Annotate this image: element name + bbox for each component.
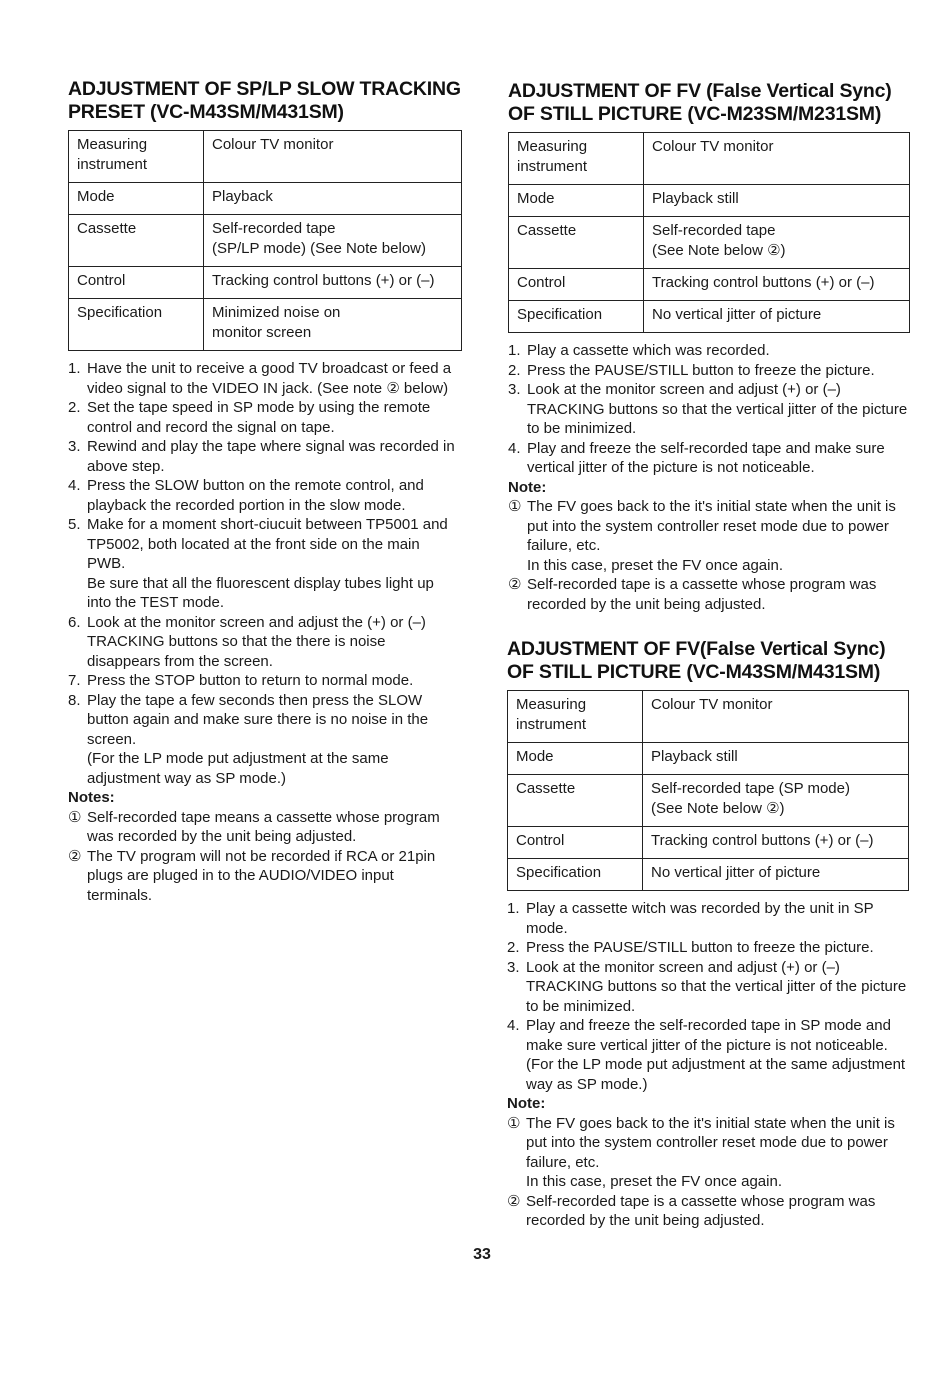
step-extra: (For the LP mode put adjustment at the same adjustment way as SP mode.) (526, 1056, 906, 1093)
note-text: Self-recorded tape is a cassette whose program was recorded by the unit being adjusted. (527, 576, 877, 613)
note-text: The FV goes back to the it's initial state when the unit is put into the system controller reset mode due to power failure, etc. (526, 1114, 895, 1171)
step-number: 1. (507, 900, 520, 917)
step-text: Play a cassette witch was recorded by the unit in SP mode. (526, 900, 874, 937)
procedure-step (507, 958, 909, 1017)
spec-table (68, 130, 462, 351)
section-title: ADJUSTMENT OF FV(False Vertical Sync) OF STILL PICTURE (VC-M43SM/M431SM) (507, 638, 886, 683)
spec-key: Measuring instrument (509, 133, 644, 185)
spec-key: Control (69, 267, 204, 299)
section-title: ADJUSTMENT OF FV (False Vertical Sync) OF STILL PICTURE (VC-M23SM/M231SM) (508, 80, 892, 125)
spec-value: Minimized noise on monitor screen (204, 299, 462, 351)
spec-row (508, 775, 909, 827)
note-text: Self-recorded tape means a cassette whose program was recorded by the unit being adjusted. (87, 808, 440, 845)
note-item (508, 497, 910, 575)
spec-key: Cassette (69, 215, 204, 267)
note-item (68, 808, 462, 847)
notes-heading: Notes: (68, 789, 115, 806)
step-text: Play the tape a few seconds then press the SLOW button again and make sure there is no noise in the screen. (87, 691, 429, 748)
spec-row (509, 217, 910, 269)
step-number: 5. (68, 516, 81, 533)
notes-list (68, 808, 462, 906)
step-number: 3. (508, 381, 521, 398)
spec-key: Measuring instrument (508, 691, 643, 743)
note-item (68, 847, 462, 906)
step-number: 2. (508, 361, 521, 379)
step-text: Look at the monitor screen and adjust the (+) or (–) TRACKING buttons so that the there is noise disappears from the screen. (87, 613, 426, 670)
spec-value: No vertical jitter of picture (643, 859, 909, 891)
page-number: 33 (473, 1246, 491, 1263)
spec-row (509, 185, 910, 217)
step-text: Have the unit to receive a good TV broadcast or feed a video signal to the VIDEO IN jack. (See note ② below) (87, 360, 452, 397)
spec-row (69, 131, 462, 183)
step-text: Press the STOP button to return to normal mode. (87, 672, 414, 689)
notes-heading: Note: (508, 478, 547, 496)
spec-key: Measuring instrument (69, 131, 204, 183)
step-text: Play and freeze the self-recorded tape and make sure vertical jitter of the picture is not noticeable. (527, 439, 885, 476)
procedure-step (508, 439, 910, 478)
step-number: 7. (68, 672, 81, 689)
section-fv-m43sm (507, 638, 909, 1231)
step-text: Play and freeze the self-recorded tape in SP mode and make sure vertical jitter of the picture is not noticeable. (526, 1017, 891, 1054)
step-number: 6. (68, 613, 81, 631)
step-number: 2. (68, 399, 81, 416)
spec-row (509, 269, 910, 301)
procedure-step (68, 613, 462, 672)
note-number: ② (508, 576, 522, 593)
procedure-step (508, 361, 910, 381)
spec-value: Colour TV monitor (204, 131, 462, 183)
step-text: Make for a moment short-ciucuit between TP5001 and TP5002, both located at the front side on the main PWB. (87, 516, 448, 572)
procedure-step (68, 437, 462, 476)
spec-value: Tracking control buttons (+) or (–) (204, 267, 462, 299)
spec-value: Playback still (643, 743, 909, 775)
spec-row (69, 299, 462, 351)
spec-key: Mode (508, 743, 643, 775)
procedure-steps (68, 359, 462, 788)
spec-value: Colour TV monitor (644, 133, 910, 185)
spec-value: Playback (204, 183, 462, 215)
spec-row (508, 827, 909, 859)
step-text: Press the PAUSE/STILL button to freeze the picture. (527, 361, 875, 379)
spec-row (508, 691, 909, 743)
procedure-steps (508, 341, 910, 478)
step-text: Set the tape speed in SP mode by using the remote control and record the signal on tape. (87, 399, 431, 436)
procedure-step (68, 515, 462, 613)
step-number: 4. (508, 439, 521, 457)
spec-key: Cassette (508, 775, 643, 827)
spec-value: Self-recorded tape (SP mode) (See Note below ②) (643, 775, 909, 827)
section-title: ADJUSTMENT OF SP/LP SLOW TRACKING PRESET (VC-M43SM/M431SM) (68, 78, 461, 123)
notes-list (507, 1114, 909, 1231)
note-item (507, 1114, 909, 1192)
note-extra: In this case, preset the FV once again. (526, 1173, 782, 1190)
note-item (507, 1192, 909, 1231)
procedure-steps (507, 899, 909, 1094)
step-text: Rewind and play the tape where signal was recorded in above step. (87, 438, 455, 475)
procedure-step (508, 380, 910, 439)
step-number: 3. (507, 958, 520, 976)
step-text: Press the PAUSE/STILL button to freeze the picture. (526, 939, 874, 956)
spec-value: Self-recorded tape (See Note below ②) (644, 217, 910, 269)
section-fv-m23sm (508, 80, 910, 614)
spec-key: Specification (509, 301, 644, 333)
spec-key: Mode (69, 183, 204, 215)
spec-row (69, 183, 462, 215)
note-item (508, 575, 910, 614)
spec-value: Tracking control buttons (+) or (–) (643, 827, 909, 859)
step-number: 1. (508, 342, 521, 359)
spec-table (508, 132, 910, 333)
procedure-step (68, 476, 462, 515)
step-extra: (For the LP mode put adjustment at the same adjustment way as SP mode.) (87, 750, 389, 787)
step-extra: Be sure that all the fluorescent display tubes light up into the TEST mode. (87, 574, 434, 611)
step-text: Play a cassette which was recorded. (527, 342, 770, 359)
step-text: Press the SLOW button on the remote control, and playback the recorded portion in the slow mode. (87, 477, 424, 514)
spec-key: Specification (69, 299, 204, 351)
step-number: 3. (68, 438, 81, 455)
spec-row (69, 215, 462, 267)
procedure-step (507, 1016, 909, 1094)
note-number: ② (507, 1192, 521, 1210)
step-text: Look at the monitor screen and adjust (+) or (–) TRACKING buttons so that the vertical jitter of the picture to be minimized. (526, 958, 907, 1015)
spec-key: Specification (508, 859, 643, 891)
spec-value: No vertical jitter of picture (644, 301, 910, 333)
spec-key: Mode (509, 185, 644, 217)
step-number: 4. (507, 1017, 520, 1034)
spec-value: Playback still (644, 185, 910, 217)
procedure-step (68, 691, 462, 789)
procedure-step (68, 671, 462, 691)
note-text: The FV goes back to the it's initial state when the unit is put into the system controller reset mode due to power failure, etc. (527, 498, 896, 554)
spec-key: Cassette (509, 217, 644, 269)
spec-row (508, 743, 909, 775)
spec-value: Self-recorded tape (SP/LP mode) (See Note below) (204, 215, 462, 267)
spec-row (509, 301, 910, 333)
spec-row (508, 859, 909, 891)
spec-value: Colour TV monitor (643, 691, 909, 743)
note-number: ① (508, 498, 522, 515)
procedure-step (507, 899, 909, 938)
notes-list (508, 497, 910, 614)
section-slow-tracking (68, 78, 462, 905)
spec-key: Control (508, 827, 643, 859)
step-number: 4. (68, 477, 81, 494)
note-extra: In this case, preset the FV once again. (527, 556, 783, 574)
note-text: The TV program will not be recorded if RCA or 21pin plugs are pluged in to the AUDIO/VIDEO input terminals. (87, 847, 436, 904)
procedure-step (507, 938, 909, 958)
procedure-step (68, 398, 462, 437)
spec-value: Tracking control buttons (+) or (–) (644, 269, 910, 301)
step-text: Look at the monitor screen and adjust (+) or (–) TRACKING buttons so that the vertical jitter of the picture to be minimized. (527, 381, 908, 437)
note-number: ② (68, 847, 82, 865)
note-text: Self-recorded tape is a cassette whose program was recorded by the unit being adjusted. (526, 1192, 876, 1229)
step-number: 8. (68, 691, 81, 709)
procedure-step (68, 359, 462, 398)
note-number: ① (68, 808, 82, 826)
notes-heading: Note: (507, 1095, 546, 1112)
step-number: 1. (68, 360, 81, 377)
spec-table (507, 690, 909, 891)
spec-key: Control (509, 269, 644, 301)
note-number: ① (507, 1114, 521, 1132)
procedure-step (508, 341, 910, 361)
spec-row (509, 133, 910, 185)
spec-row (69, 267, 462, 299)
step-number: 2. (507, 939, 520, 956)
